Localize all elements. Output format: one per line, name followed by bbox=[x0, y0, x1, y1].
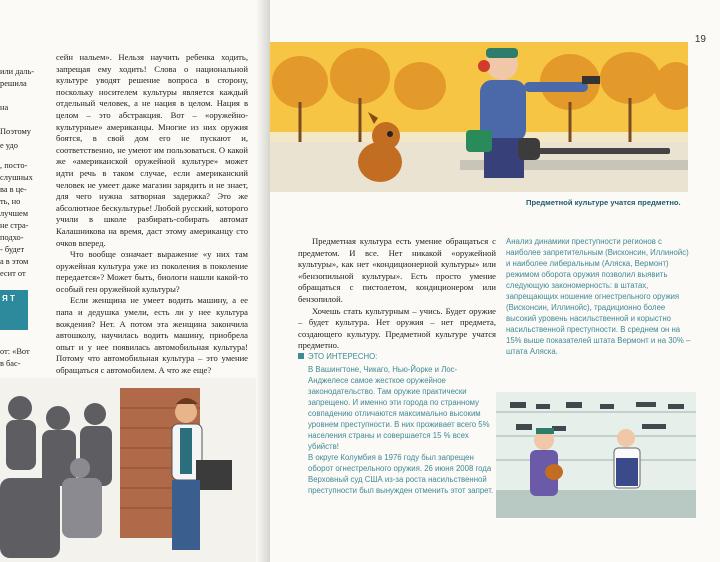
analysis-text bbox=[506, 236, 694, 357]
crowd-illustration bbox=[0, 378, 256, 562]
paragraph: Хочешь стать культурным – учись. Будет оружие – будет культура. Нет оружия – нет предмета, создающего культуру. Предметной культуре учатся предметно. bbox=[298, 305, 496, 351]
text-fragment: - будет bbox=[0, 245, 25, 254]
text-fragment: Поэтому bbox=[0, 127, 31, 136]
text-fragment: на bbox=[0, 103, 9, 112]
text-fragment: решила bbox=[0, 79, 27, 88]
text-fragment: не стра- bbox=[0, 221, 29, 230]
text-fragment: , посто- bbox=[0, 161, 28, 170]
analysis-paragraph: Анализ динамики преступности регионов с наиболее запретительным (Висконсин, Иллинойс) и наиболее либеральным (Аляска, Вермонт) режимом оборота оружия позволил выявить следующую закономерность: в штатах, запрещающих ношение огнестрельного оружия (Висконсин, Иллинойс), традиционно более высокий уровень насильственной и корыстно насильственной преступности. В среднем он на 15% выше показателей штата Вермонт и на 30% – штата Аляска. bbox=[506, 237, 691, 356]
text-fragment: е удо bbox=[0, 141, 18, 150]
page-number: 19 bbox=[694, 34, 706, 45]
text-fragment: слушных bbox=[0, 173, 33, 182]
interesting-text bbox=[308, 364, 496, 496]
shooting-range-illustration bbox=[270, 42, 688, 192]
right-page bbox=[270, 0, 720, 562]
paragraph: Что вообще означает выражение «у них там оружейная культура уже из поколения в поколение передается»? Может быть, биологи нашли какой-то особый ген оружейной культуры? bbox=[56, 249, 248, 294]
left-main-column bbox=[56, 52, 248, 377]
right-main-column bbox=[298, 236, 496, 352]
text-fragment: а в этом bbox=[0, 257, 29, 266]
text-fragment: ть, но bbox=[0, 197, 21, 206]
quote-fragment-2: в бас- bbox=[0, 359, 21, 368]
left-page bbox=[0, 0, 268, 562]
paragraph: сейн нальем». Нельзя научить ребенка ходить, запрещая ему ходить! Слова о национальной культуре уводят решение вопроса в сторону, поскольку носителем культуры является каждый отдельный человек, а не нация в целом. Нация в целом – это абстракция. Вот – «оружейно-культурные» американцы. Многие из них оружия боятся, в свой дом его не пускают и, соответственно, не умеют им пользоваться. О какой же «американской оружейной культуре» может идти речь в таком случае, если американский человек не умеет даже магазин зарядить и не знает, для чего нужна затворная задержка? Это же абсолютное бескультурье! Любой русский, которого учили в школе разбирать-собирать автомат Калашникова на время, даст этому американцу сто очков вперед. bbox=[56, 52, 248, 248]
interesting-heading bbox=[298, 352, 498, 361]
text-fragment: или даль- bbox=[0, 67, 35, 76]
text-fragment: лучшем bbox=[0, 209, 29, 218]
teal-sidebar-label: Я Т bbox=[0, 290, 28, 330]
paragraph: Предметная культура есть умение обращаться с предметом. И все. Нет никакой «оружейной культуры», как нет «кондиционерной культуры» или «бензопильной культуры». Есть просто умение обращаться с пистолетом, кондиционером или бензопилой. bbox=[298, 236, 496, 304]
illustration-caption: Предметной культуре учатся предметно. bbox=[526, 198, 681, 207]
gun-shop-illustration bbox=[496, 392, 696, 518]
interesting-paragraph: В Вашингтоне, Чикаго, Нью-Йорке и Лос-Анджелесе самое жесткое оружейное законодательство. Там оружие практически запрещено. И именно эти города по странному совпадению отличаются максимально высоким уровнем преступности. В них проживает всего 5% населения страны и совершается 15 % всех убийств! bbox=[308, 365, 490, 451]
interesting-heading-label: ЭТО ИНТЕРЕСНО: bbox=[308, 352, 378, 361]
square-bullet-icon bbox=[298, 353, 304, 359]
text-fragment: есит от bbox=[0, 269, 26, 278]
text-fragment: подхо- bbox=[0, 233, 24, 242]
quote-fragment: от: «Вот bbox=[0, 347, 30, 356]
paragraph: Если женщина не умеет водить машину, а ее папа и дедушка умели, есть ли у нее культура вождения? Нет. А потом эта женщина закончила автошколу, научилась водить машину, приобрела опыт и у нее появилась автомобильная культура! Потому что автомобильная культура – это умение обращаться с автомобилем. А что же еще? bbox=[56, 295, 248, 376]
interesting-paragraph: В округе Колумбия в 1976 году был запрещен оборот огнестрельного оружия. 26 июня 2008 года Верховный суд США из-за роста насильственной преступности был вынужден отменить этот запрет. bbox=[308, 453, 494, 495]
interesting-fact-box bbox=[298, 352, 498, 522]
text-fragment: ва в це- bbox=[0, 185, 27, 194]
